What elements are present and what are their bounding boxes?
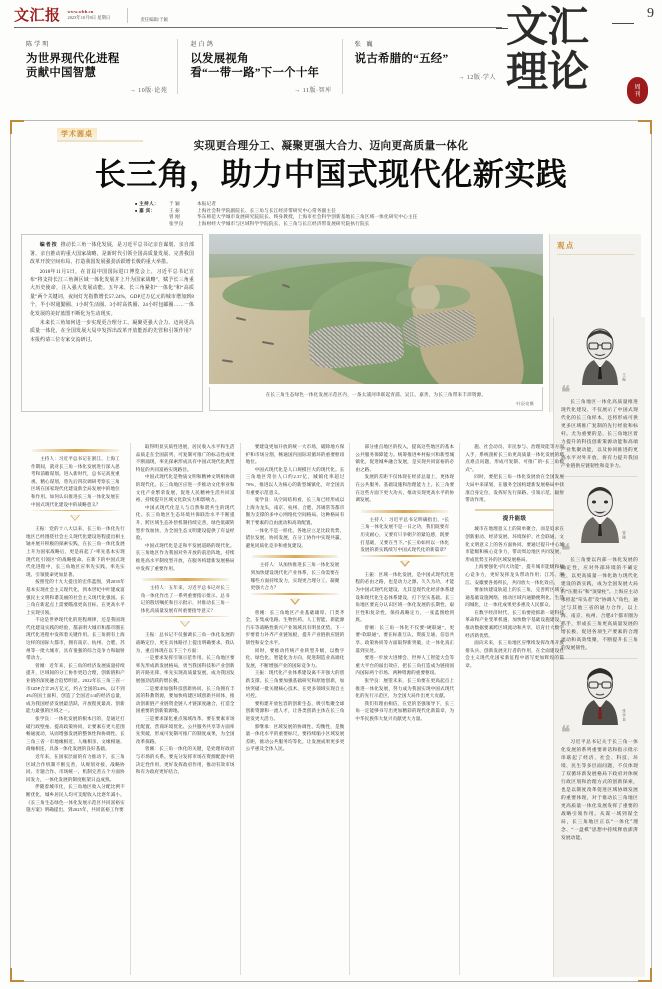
credit-label: ■ 嘉 宾：: [135, 208, 169, 215]
photo-caption-box: [209, 387, 543, 411]
weekly-badge-char-2: 刊: [634, 90, 641, 98]
body-paragraph: 施、社会动员、市民参与、治理效能等方面入手，系统剖析长三角更高质量一体化发展的堵点难点问题，形成可复制、可推广的“长三角模式”。: [465, 444, 564, 472]
body-paragraph: 王振：总书记不仅强调长三角一体化发展的战略定位，更在具体路径上提出明确要求。我认为，重点体现在以下三个方面：: [135, 632, 235, 653]
editorial-para: 2018年11月5日，在首届中国国际进口博览会上，习近平总书记宣布“将支持长江三角洲区域一体化发展并上升为国家战略”，赋予长三角重大历史使命，注入强大发展动能。五年来，长三角紧扣“一体化”和“高质量”两个关键词，夜间灯光指数增长57.24%，GDP过万亿元的城市增加到8个，半小时通勤圈、1小时生活圈、3小时高铁圈、24小时包邮圈……一体化发展的美好蓝图不断化为生动现实。: [30, 269, 194, 317]
body-paragraph: 我们有理由相信，在党的坚强领导下，长三角一定能够书写出更加精彩的现代化新篇章，为中华民族伟大复兴贡献更大力量。: [355, 700, 455, 721]
credit-desc: 上海财经大学城市与区域科学学院院长、长三角与长江经济带发展研究院执行院长: [197, 220, 370, 226]
teaser-title: [355, 53, 496, 67]
weekly-badge-char-1: 周: [634, 83, 641, 91]
portrait-svg-zhang-xueliang: [572, 663, 628, 725]
teaser-page-ref[interactable]: → 11版·智库: [294, 87, 332, 95]
rail-separator: [561, 658, 638, 659]
teaser-title-line: 为世界现代化进程: [26, 53, 120, 65]
teaser-title-line: 看“一带一路”下一个十年: [190, 66, 320, 79]
masthead: [0, 0, 662, 118]
body-paragraph: 曾刚：近年来，长三角的经济发展质量持续提升，区域间的分工协作更趋合理，创新链和产业链的深度融合趋势明显。2022年长三角三省一市GDP合计29万亿元，约占全国的24%，以不到4%的国土面积，创造了全国近1/4的经济总量，成为我国经济发展最活跃、开放程度最高、创新能力最强的区域之一。: [26, 662, 125, 714]
quote-mark-icon: ❝: [561, 541, 571, 560]
quote-mark-icon: ❝: [561, 723, 571, 742]
teaser-title-line: 说古希腊的“五经”: [354, 53, 449, 65]
logo-line-2: 理论: [506, 50, 589, 96]
logo-line-1: 文汇: [506, 5, 589, 51]
body-paragraph: 张学良：从空间结构看，长三角已经形成以上海为龙头，南京、杭州、合肥、苏锡常等都市圈为支撑的多中心网络化空间格局。这种格局有利于要素的自由流动和高效配置。: [245, 497, 345, 525]
page-number: 9: [647, 6, 654, 21]
credit-name: 张学良: [169, 220, 184, 226]
body-paragraph: 取得明显实质性进展，居民收入水平和生活品质走在全国前列，可复制可推广的标志性成果不断涌现，率先探索形成具有中国式现代化典型特征的共同富裕实现路径。: [135, 444, 235, 472]
portrait-name: 张学良: [622, 708, 627, 721]
editorial-note-box: [21, 234, 203, 412]
host-question-box: [355, 510, 454, 562]
credit-desc: 上海社会科学院副院长、长三角与长江经济带研究中心常务副主任: [197, 207, 337, 213]
teaser-title: [190, 53, 331, 80]
credit-name: 曾 刚: [169, 214, 180, 220]
body-paragraph: 上海要强化“四大功能”，提升城市能级和核心竞争力，更好发挥龙头带动作用；江苏、浙江、安徽要各扬所长，共同放大一体化效应。: [465, 564, 564, 585]
body-paragraph: 曾刚：长三角一体化的关键，是处理好政府与市场的关系。要充分发挥市场在资源配置中的决定性作用，更好发挥政府作用，推动有效市场和有为政府更好结合。: [135, 746, 235, 775]
body-paragraph: 近年来，在国家层面的有力推动下，长三角区域合作机制不断完善，从规划对接、战略协同、专题合作、市场统一、机制完善五个方面协同发力，一体化发展的制度框架日益成熟。: [26, 753, 125, 782]
photo-column: [209, 234, 543, 412]
host-question-box: [26, 449, 125, 516]
teaser-title-line: 以发展视角: [190, 53, 249, 65]
chevron-down-icon: [180, 621, 190, 627]
teaser-author: 赵白鸽: [190, 41, 215, 48]
portrait-illustration: [572, 323, 628, 385]
portrait-illustration: [572, 481, 628, 543]
body-paragraph: 同时，要推动传统产业转型升级，以数字化、绿色化、智能化为方向，促进制造业高端化发展，不断增强产业的国际竞争力。: [245, 647, 345, 668]
paper-date: 2023年10月8日 星期日: [67, 14, 111, 20]
portrait-name: 王振: [622, 372, 627, 381]
body-paragraph: 伴随着城市化，长三角地区收入分配比例不断优化，城乡居民人均可支配收入比逐年减小。《长三角生态绿色一体化发展示范区共同富裕实施方案》明确提出，到2025年，共同富裕工作要: [26, 784, 125, 813]
body-paragraph: 曾刚：长三角地区产业基础雄厚、门类齐全，在集成电路、生物医药、人工智能、新能源汽车等战略性新兴产业领域具有明显优势。下一步要着力补齐产业链短板，提升产业链供应链的韧性和安全水平。: [245, 609, 345, 646]
body-column-5: [459, 443, 569, 975]
host-question-text: 主持人：五年来，习近平总书记对长三角一体化作出了一系列重要指示批示。总书记的殷切嘱托和目示批示，对推动长三角一体化高质量发展有何重要指导意义？: [140, 585, 230, 613]
editorial-para: [30, 242, 194, 267]
portrait-name: 曾刚: [622, 530, 627, 539]
rail-separator: [561, 476, 638, 477]
viewpoint-heading: 观点: [557, 240, 634, 255]
body-paragraph: 中国式现代化是人与自然和谐共生的现代化。长三角地区生态环境共保联治水平不断提升，跨区域生态补偿机制持续完善，绿色低碳转型步伐加快，为全国生态文明建设提供了有益经验。: [135, 504, 235, 541]
body-paragraph: 要构建开放包容的创新生态，吸引集聚全球创新资源和一流人才，让各类创新主体在长三角迸发更大活力。: [245, 700, 345, 721]
body-paragraph: 曾刚：长三角一体化不仅要“硬联通”，更要“软联通”。要在标准互认、资质互通、信息共享、政策协同等方面取得新突破，让一体化真正落到实处。: [355, 624, 455, 653]
viewpoint-quote: 长三角要以内部一体化发展的确定性，应对外部环境的不确定性，以更高质量一体化助力现代化建设的新实践，成为全国发展大局的“压舱石”和“顶梁柱”。上海应主动承担起“牵头者”及“协调人”角色，通过与其他三省的通力合作，以上海、南京、杭州、合肥4个都市圈为抓手，形成长三角更高质量发展的增长极，促进各项生产要素的合理流动和高效集聚，不断提升长三角的发展韧性。: [561, 558, 638, 651]
top-zone: [17, 234, 645, 412]
portrait-svg-wang-zhen: [572, 323, 628, 385]
body-paragraph: 发展的差距不仅体现在经济总量上，更体现在公共服务、基础设施和治理能力上。长三角要在这些方面下更大功夫，推动实现更高水平的协调发展。: [355, 474, 455, 503]
viewpoint-quote: 长三角地区一体化高质量推进现代化建设，不仅展示了中国式现代化的长三角样本，还将形成可供更多区域推广复制的先行经验和标杆。尤为重要的是，长三角地区着力提升的科技创新策源动能和高端产业集聚动能，以及协同推进的更高水平对外开放，将有力提升我国产业链供应链韧性和竞争力。: [561, 400, 638, 469]
headline-kicker: 实现更合理分工、凝聚更强大合力、迈向更高质量一体化: [193, 141, 469, 152]
body-paragraph: 在数字经济时代，长三角要抢抓新一轮科技革命和产业变革机遇，加快数字基础设施建设，推动数据要素跨区域流动和共享，培育壮大数字经济新优势。: [465, 609, 564, 638]
teaser-row: [14, 39, 506, 94]
quote-mark-icon: ❝: [561, 383, 571, 402]
supplement-logo: [504, 6, 656, 112]
body-paragraph: 城市在地理意义上的简单聚合，而是追求在创新驱动、经济发展、环境保护、社会联通、文化文明意义上的各方面协同。要通过提升中心城市能级和核心竞争力，带动周边地区共同发展，形成优势互补的区域发展格局。: [465, 526, 564, 562]
chevron-down-icon: [70, 515, 80, 521]
teaser-author: 陈学明: [26, 41, 51, 48]
body-paragraph: 三是要求深化重点领域改革。要在要素市场化配置、营商环境优化、公共服务共享等方面率先突破，形成可复制可推广的制度成果，为全国改革探路。: [135, 716, 235, 744]
headline-block: [17, 126, 645, 193]
body-subheading: 提升能级: [502, 515, 527, 522]
masthead-rule: [14, 27, 502, 28]
section-tag-rule: [57, 140, 143, 142]
credit-row: [135, 214, 645, 221]
aerial-photo: [209, 234, 543, 384]
weekly-badge: [627, 77, 648, 104]
body-paragraph: 二是要求加强科技创新协同。长三角拥有丰富的科教资源，要加快构建区域创新共同体，推动创新链产业链资金链人才链深度融合，打造全国重要的创新策源地。: [135, 685, 235, 714]
editorial-para: 未来长三角如何进一步实现更合理分工、凝聚更强大合力、迈向更高质量一体化，在全国发展大局中发挥出改革开放能泺的先管和引领作用？本报约请三位专家交流研讨。: [30, 321, 194, 343]
body-column-2: [130, 443, 240, 975]
teaser-author: 张 巍: [354, 41, 375, 48]
article-body: [21, 443, 569, 975]
frame-corner-tr: [638, 120, 652, 134]
section-tag: 学术圆桌: [57, 128, 97, 140]
host-question-box: [246, 555, 345, 599]
frame-corner-tl: [10, 120, 24, 134]
credit-row: [135, 201, 645, 208]
host-question-text: 主持人：习近平总书记在浙江、上海工作期间，就对长三角一体化发展进行深入思考和前瞻谋划。进入新时代，总书记高度重视、精心谋划，曾先后四次调研考察长三角区域在国家现代化建设新全局发展中的地位和作用。如何认识推进长三角一体化发展在中国式现代化建设中的战略意义？: [31, 456, 120, 507]
editorial-para-text: 推动长三角一体化发展，是习近平总书记亲自谋划、亲自部署、亲自推动的重大国家战略，是新时代引领全国高质量发展、完善我国改革开放空间布局、打造我国发展强劲活跃增长极的重大举措。: [30, 243, 194, 266]
teaser-page-ref[interactable]: → 12版·学人: [458, 73, 496, 81]
body-paragraph: 要建设更加开放的统一大市场，破除地方保护和市场分割，畅通国内国际双循环的重要枢纽地位。: [245, 444, 345, 465]
teaser-title-line: 贡献中国智慧: [26, 66, 97, 79]
body-paragraph: 不论是世界现代化的进程规律，还是我国现代化建设实践的经验，都表明大城市和都市圈在现代化进程中发挥着关键作用。长三角拥有上海这样的国际大都市，拥有南京、杭州、合肥、苏州等一批大城市，具有很强的综合竞争力和辐射带动力。: [26, 617, 125, 661]
photo-caption-text: 在长三角生态绿色一体化发展示范区内，一条太浦河串联起青浦、吴江、嘉善，为长三角带来丰沛资源。: [265, 392, 487, 398]
credit-name: 于 颖: [169, 201, 180, 206]
masthead-meta: [68, 8, 111, 20]
chevron-down-icon: [400, 561, 410, 567]
section-divider: [475, 509, 554, 511]
body-paragraph: 同时，要把长三角一体化发展放在全国发展大局中来谋划，在服务全国构建新发展格局中找准自身定位，发挥好先行探路、引领示范、辐射带动作用。: [465, 474, 564, 503]
credit-desc: 华东师范大学城市发展研究院院长、终身教授，上海市社会科学创新基地长三角区域一体化研究中心主任: [197, 214, 418, 220]
page-title: 长三角，助力中国式现代化新实践: [94, 157, 568, 192]
body-paragraph: 王振：党的十八大以来，长三角一体化先行地区已经围绕社会主义现代化建设进程提出相主轴并展开积极的探索实践，在长三角一体化发展上升为国家战略后，更是肩起了“率先基本实现现代化引领区”的战略使命。在新下的中国式现代化进程中，长三角地区应率先实践、率先实现、引领使命更加显著。: [26, 526, 125, 577]
teaser-item[interactable]: [177, 39, 341, 94]
editorial-tag: 编者按: [39, 243, 58, 249]
body-paragraph: 一是要求发挥引领示范作用。长三角地区要率先形成新发展格局，勇当我国科技和产业创新的开路先锋，率先实现高质量发展，成为我国发展强劲活跃的增长极。: [135, 655, 235, 684]
chevron-down-icon: [290, 599, 300, 605]
body-paragraph: 王振：区域一体化发展，是中国式现代化进程的必由之路，也是动力之源。久久为功，才能为中国式现代化建设、尤其是现代化经济体系建设和现代化生态体系建设，打下坚实基础。长三角地区要充分认识区域一体化发展的长期性、艰巨性和复杂性，保持战略定力，一张蓝图绘到底。: [355, 571, 455, 623]
paper-logo: 文汇报: [14, 8, 61, 24]
body-column-4: [349, 443, 459, 975]
logo-left-dash: [496, 28, 508, 29]
teaser-item[interactable]: [14, 39, 177, 94]
body-paragraph: 中国式现代化是人口规模巨大的现代化。长三角地区常住人口约2.37亿，城镇化率超过70%，推进以人为核心的新型城镇化，对全国具有重要示范意义。: [245, 466, 345, 495]
body-paragraph: 部分重点地区的投入，提高这些地区的基本公共服务保障能力。统筹推进乡村振兴和新型城镇化，促进城乡融合发展，是实现共同富裕的必由之路。: [355, 444, 455, 472]
credit-name: 王 振: [169, 207, 180, 213]
responsible-editor: 责任编辑/于颖: [127, 8, 168, 23]
credit-label: ■ 主持人：: [135, 201, 169, 208]
body-paragraph: 按照党的十九大提出的宏伟蓝图，到2035年基本实现社会主义现代化，到本世纪中叶建成富强民主文明和谐美丽的社会主义现代化强国。长三角在新起点上需要瞄准更高目标，在更高水平上实现引领。: [26, 579, 125, 615]
viewpoint-item: [561, 663, 638, 843]
logo-dash: [612, 23, 634, 24]
body-paragraph: 一体化不是一样化。各地应立足比较优势，错位发展、协同发展，在分工协作中实现共赢，避免同质化竞争和重复建设。: [245, 527, 345, 548]
photo-credit: 叶辰亮摄: [516, 401, 534, 407]
body-paragraph: 张学良：展望未来，长三角要在更高起点上推进一体化发展，努力成为我国实现中国式现代化的先行示范区，为全国大局作出更大贡献。: [355, 678, 455, 699]
viewpoint-item: [561, 481, 638, 653]
body-column-1: [21, 443, 130, 975]
portrait-svg-zeng-gang: [572, 481, 628, 543]
body-paragraph: 中国式现代化是走和平发展道路的现代化。长三角地区作为我国对外开放的前沿阵地，持续推进高水平制度型开放，在服务构建新发展格局中发挥了重要作用。: [135, 542, 235, 571]
viewpoint-item: [561, 323, 638, 471]
body-paragraph: 郭继承：区域发展的协调性、均衡性，是衡量一体化水平的重要标尺。要持续缩小区域发展差距，推动公共服务均等化，让发展成果更多更公平惠及全体人民。: [245, 723, 345, 752]
credit-desc: 本报记者: [197, 201, 217, 206]
paper-website: www.whb.cn: [67, 9, 94, 14]
host-question-text: 主持人：从加快推进长三角一体化发展到加快建设现代化产业体系，长三角需要在哪些方面持续发力，实现更合理分工、凝聚更强大合力？: [250, 562, 340, 591]
body-paragraph: 王振：现代化产业体系建设离不开强大的创新支撑。长三角要加强基础研究和原始创新，加快突破一批关键核心技术，在更多领域实现自主可控。: [245, 670, 345, 699]
teaser-title: [26, 53, 167, 80]
viewpoint-quote: 习近平总书记关于长三角一体化发展的系列重要讲话和指示批示串联起了经济、社会、科技、环境、民生等多层面问题，不仅体现了双循环新发展格局下政府对体统行政区划和治理方式的创新探索，也是以制度改革促进区域协调发展的重要体现，对于推动长三角地区更高质量一体化发展发挥了重要的战略引领作用。从谋一域到谋全局，长三角地区正以“一体化”理念、“一盘棋”思想中持续释放澎湃发展动能。: [561, 740, 638, 841]
host-question-box: [136, 578, 235, 622]
teaser-item[interactable]: [342, 39, 506, 94]
body-paragraph: 要进一步放大进博会、世界人工智能大会等重大平台的溢出效应，把长三角打造成为链接国内国际两个市场、两种资源的重要枢纽。: [355, 655, 455, 676]
credits-block: [135, 201, 645, 227]
body-paragraph: 要加快建设轨道上的长三角，完善跨区域交通基础设施网络，推动区域内通勤便利化、生活同城化，让一体化成果更多惠及人民群众。: [465, 587, 564, 608]
teaser-page-ref[interactable]: → 10版·论苑: [129, 87, 168, 95]
body-paragraph: 中国式现代化是物质文明和精神文明相协调的现代化。长三角地区应进一步推动文化事业和文化产业繁荣发展，促进人民精神生活共同富裕，持续提升区域文化软实力和影响力。: [135, 474, 235, 503]
host-question-text: 主持人：习近平总书记明确指出，“长三角一体化发展不是一日之功，我们既要有历史耐心，又要有只争朝夕的紧迫感，既要打基础，又要在当下。”长三角如何以一体化发展的新实践续写中国式现代化的新篇章？: [360, 516, 450, 553]
body-paragraph: 张学良：一体化发展的根本目的，是通过打破行政壁垒、提高政策协同，让要素在更大范围畅通流动，从而增强发展的整体性和协调性。长三角三省一市地缘相近、人缘相亲、文缘相通、商缘相连，具备一体化发展的良好基础。: [26, 716, 125, 752]
portrait-illustration: [572, 663, 628, 725]
content-frame: [10, 120, 652, 982]
body-column-3: [240, 443, 350, 975]
credit-row: [135, 221, 645, 228]
body-paragraph: 面向未来，长三角地区应继续发挥改革开放排头兵、创新发展先行者的作用，在全面建设社会主义现代化国家新征程中谱写更加辉煌的篇章。: [465, 640, 564, 669]
